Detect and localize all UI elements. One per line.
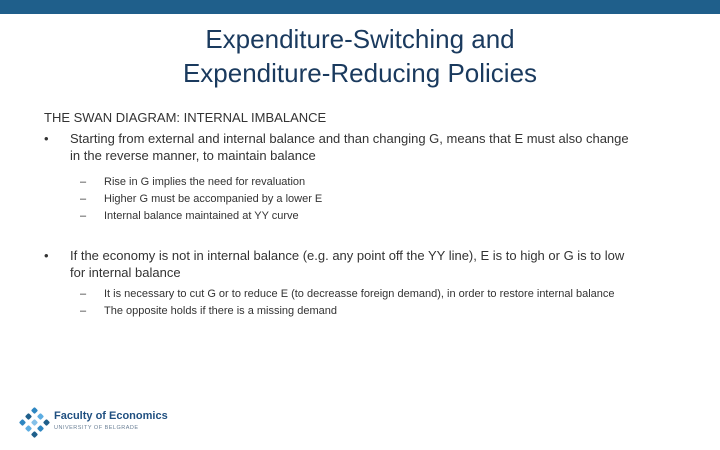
slide-title [60, 22, 660, 90]
title-line-2: Expenditure-Reducing Policies [182, 58, 538, 88]
bullet-text-line-2: for internal balance [70, 265, 181, 280]
logo-subtext: UNIVERSITY OF BELGRADE [54, 425, 139, 431]
bullet-text-line-2: in the reverse manner, to maintain balance [70, 148, 316, 163]
sub-item [70, 286, 684, 303]
sub-item-text: Rise in G implies the need for revaluation [104, 176, 306, 188]
slide-content [44, 109, 684, 320]
sub-list [70, 286, 684, 320]
bullet-item [44, 247, 684, 320]
sub-item-text: The opposite holds if there is a missing demand [104, 305, 337, 317]
sub-item-text: It is necessary to cut G or to reduce E (to decreasse foreign demand), in order to restore internal balance [104, 288, 615, 300]
sub-item [70, 208, 684, 225]
bullet-text-line-1: Starting from external and internal balance and than changing G, means that E must also change [70, 131, 629, 146]
title-line-1: Expenditure-Switching and [205, 24, 515, 54]
sub-item-dash: – [80, 305, 87, 317]
sub-item [70, 191, 684, 208]
top-accent-bar [0, 0, 720, 14]
sub-item-text: Internal balance maintained at YY curve [104, 210, 299, 222]
sub-item-dash: – [80, 288, 87, 300]
faculty-logo [18, 406, 168, 440]
sub-item-dash: – [80, 193, 87, 205]
sub-item [70, 174, 684, 191]
sub-item-dash: – [80, 176, 87, 188]
logo-name: Faculty of Economics [54, 410, 168, 422]
dot-cluster-logo-icon [18, 406, 52, 440]
bullet-text-line-1: If the economy is not in internal balance (e.g. any point off the YY line), E is to high or G is to low [70, 248, 625, 263]
sub-item-dash: – [80, 210, 87, 222]
bullet-item [44, 130, 684, 225]
bullet-marker: • [44, 131, 49, 146]
sub-list [70, 174, 684, 225]
slide-subtitle: THE SWAN DIAGRAM: INTERNAL IMBALANCE [44, 110, 327, 125]
sub-item [70, 303, 684, 320]
bullet-marker: • [44, 248, 49, 263]
sub-item-text: Higher G must be accompanied by a lower E [104, 193, 323, 205]
